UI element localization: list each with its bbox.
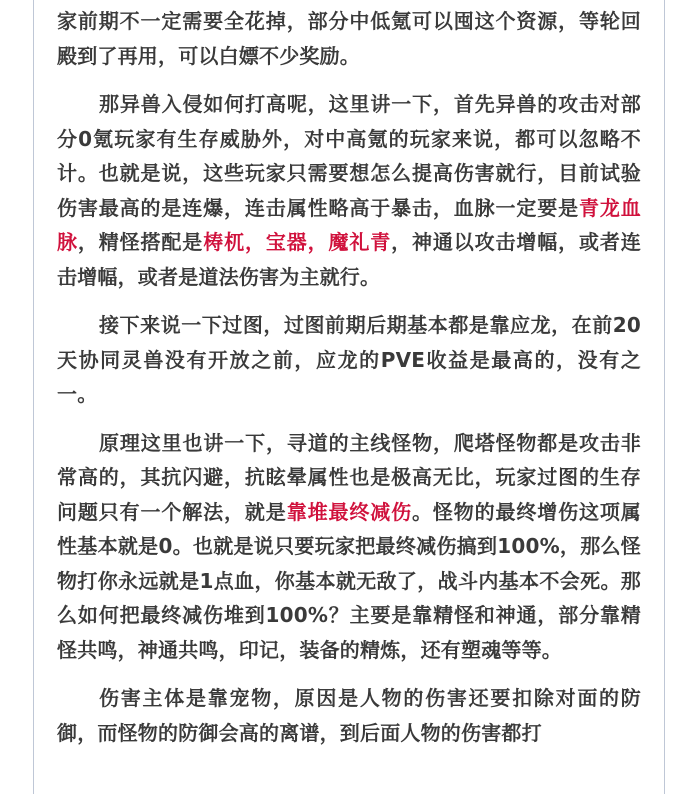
paragraph-2 — [57, 87, 641, 294]
highlight-qinglong-bloodline: 青龙血脉 — [57, 195, 641, 254]
paragraph-2-text-a: 那异兽入侵如何打高呢，这里讲一下，首先异兽的攻击对部分0氪玩家有生存威胁外，对中高氪的玩家来说，都可以忽略不计。也就是说，这些玩家只需要想怎么提高伤害就行，目前试验伤害最高的是连爆，连击属性略高于暴击，血脉一定要是 — [57, 92, 641, 220]
paragraph-4-text-a: 原理这里也讲一下，寻道的主线怪物，爬塔怪物都是攻击非常高的，其抗闪避，抗眩晕属性也是极高无比，玩家过图的生存问题只有一个解法，就是 — [57, 430, 641, 524]
paragraph-1: 家前期不一定需要全花掉，部分中低氪可以囤这个资源，等轮回殿到了再用，可以白嫖不少奖励。 — [57, 9, 641, 68]
paragraph-2-text-b: ，精怪搭配是 — [77, 230, 204, 254]
paragraph-4 — [57, 426, 641, 668]
paragraph-4-text-b: 。怪物的最终增伤这项属性基本就是0。也就是说只要玩家把最终减伤搞到100%，那么怪物打你永远就是1点血，你基本就无敌了，战斗内基本不会死。那么如何把最终减伤堆到100%？主要是靠精怪和神通，部分靠精怪共鸣，神通共鸣，印记，装备的精炼，还有塑魂等等。 — [57, 499, 642, 662]
paragraph-3: 接下来说一下过图，过图前期后期基本都是靠应龙，在前20天协同灵兽没有开放之前，应龙的PVE收益是最高的，没有之一。 — [57, 313, 641, 406]
highlight-final-damage-reduction: 靠堆最终减伤 — [286, 499, 412, 524]
article-body — [57, 0, 641, 750]
paragraph-5: 伤害主体是靠宠物，原因是人物的伤害还要扣除对面的防御，而怪物的防御会高的离谱，到后面人物的伤害都打 — [57, 686, 641, 745]
highlight-spirit-combo: 梼杌，宝器，魔礼青 — [203, 230, 392, 254]
paragraph-2-text-c: ，神通以攻击增幅，或者连击增幅，或者是道法伤害为主就行。 — [57, 230, 642, 289]
